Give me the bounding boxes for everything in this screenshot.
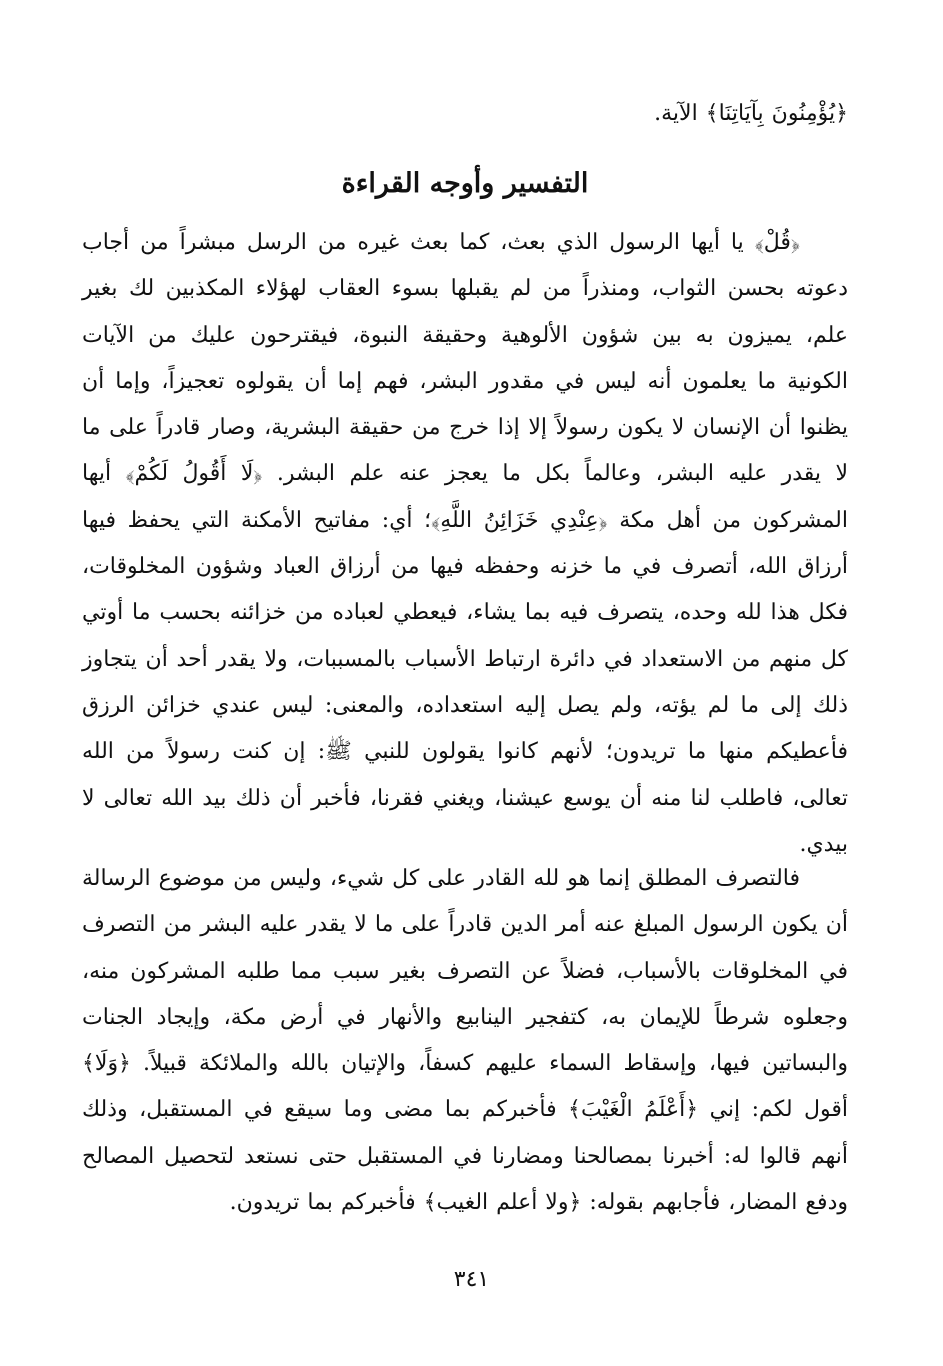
paragraph-tafsir: [82, 220, 848, 868]
paragraph-explanation: [82, 856, 848, 1226]
carry-over-line: ﴿يُؤْمِنُونَ بِآيَاتِنَا﴾ الآية.: [654, 101, 848, 126]
section-heading: التفسير وأوجه القراءة: [341, 168, 589, 199]
paragraph-tafsir-text: ﴿قُلْ﴾ يا أيها الرسول الذي بعث، كما بعث غيره من الرسل مبشراً من أجاب دعوته بحسن الثواب، ومنذراً من لم يقبلها بسوء العقاب لهؤلاء المكذبين لك بغير علم، يميزون به بين شؤون الألوهية وحقيقة النبوة، فيقترحون عليك من الآيات الكونية ما يعلمون أنه ليس في مقدور البشر، فهم إما أن يقولوه تعجيزاً، وإما أن يظنوا أن الإنسان لا يكون رسولاً إلا إذا خرج من حقيقة البشرية، وصار قادراً على ما لا يقدر عليه البشر، وعالماً بكل ما يعجز عنه علم البشر. ﴿لَا أَقُولُ لَكُمْ﴾ أيها المشركون من أهل مكة ﴿عِنْدِي خَزَائِنُ اللَّهِ﴾؛ أي: مفاتيح الأمكنة التي يحفظ فيها أرزاق الله، أتصرف في ما خزنه وحفظه فيها من أرزاق العباد وشؤون المخلوقات، فكل هذا لله وحده، يتصرف فيه بما يشاء، فيعطي لعباده من خزائنه بحسب ما أوتي كل منهم من الاستعداد في دائرة ارتباط الأسباب بالمسببات، ولا يقدر أحد أن يتجاوز ذلك إلى ما لم يؤته، ولم يصل إليه استعداده، والمعنى: ليس عندي خزائن الرزق فأعطيكم منها ما تريدون؛ لأنهم كانوا يقولون للنبي ﷺ: إن كنت رسولاً من الله تعالى، فاطلب لنا منه أن يوسع عيشنا، ويغني فقرنا، فأخبر أن ذلك بيد الله تعالى لا بيدي.: [82, 230, 848, 857]
page-number: ٣٤١: [453, 1267, 490, 1292]
paragraph-explanation-text: فالتصرف المطلق إنما هو لله القادر على كل شيء، وليس من موضوع الرسالة أن يكون الرسول المبلغ عنه أمر الدين قادراً على ما لا يقدر عليه البشر من التصرف في المخلوقات بالأسباب، فضلاً عن التصرف بغير سبب مما طلبه المشركون منه، وجعلوه شرطاً للإيمان به، كتفجير الينابيع والأنهار في أرض مكة، وإيجاد الجنات والبساتين فيها، وإسقاط السماء عليهم كسفاً، والإتيان بالله والملائكة قبيلاً. ﴿وَلَا﴾ أقول لكم: إني ﴿أَعْلَمُ الْغَيْبَ﴾ فأخبركم بما مضى وما سيقع في المستقبل، وذلك أنهم قالوا له: أخبرنا بمصالحنا ومضارنا في المستقبل حتى نستعد لتحصيل المصالح ودفع المضار، فأجابهم بقوله: ﴿ولا أعلم الغيب﴾ فأخبركم بما تريدون.: [82, 866, 848, 1216]
